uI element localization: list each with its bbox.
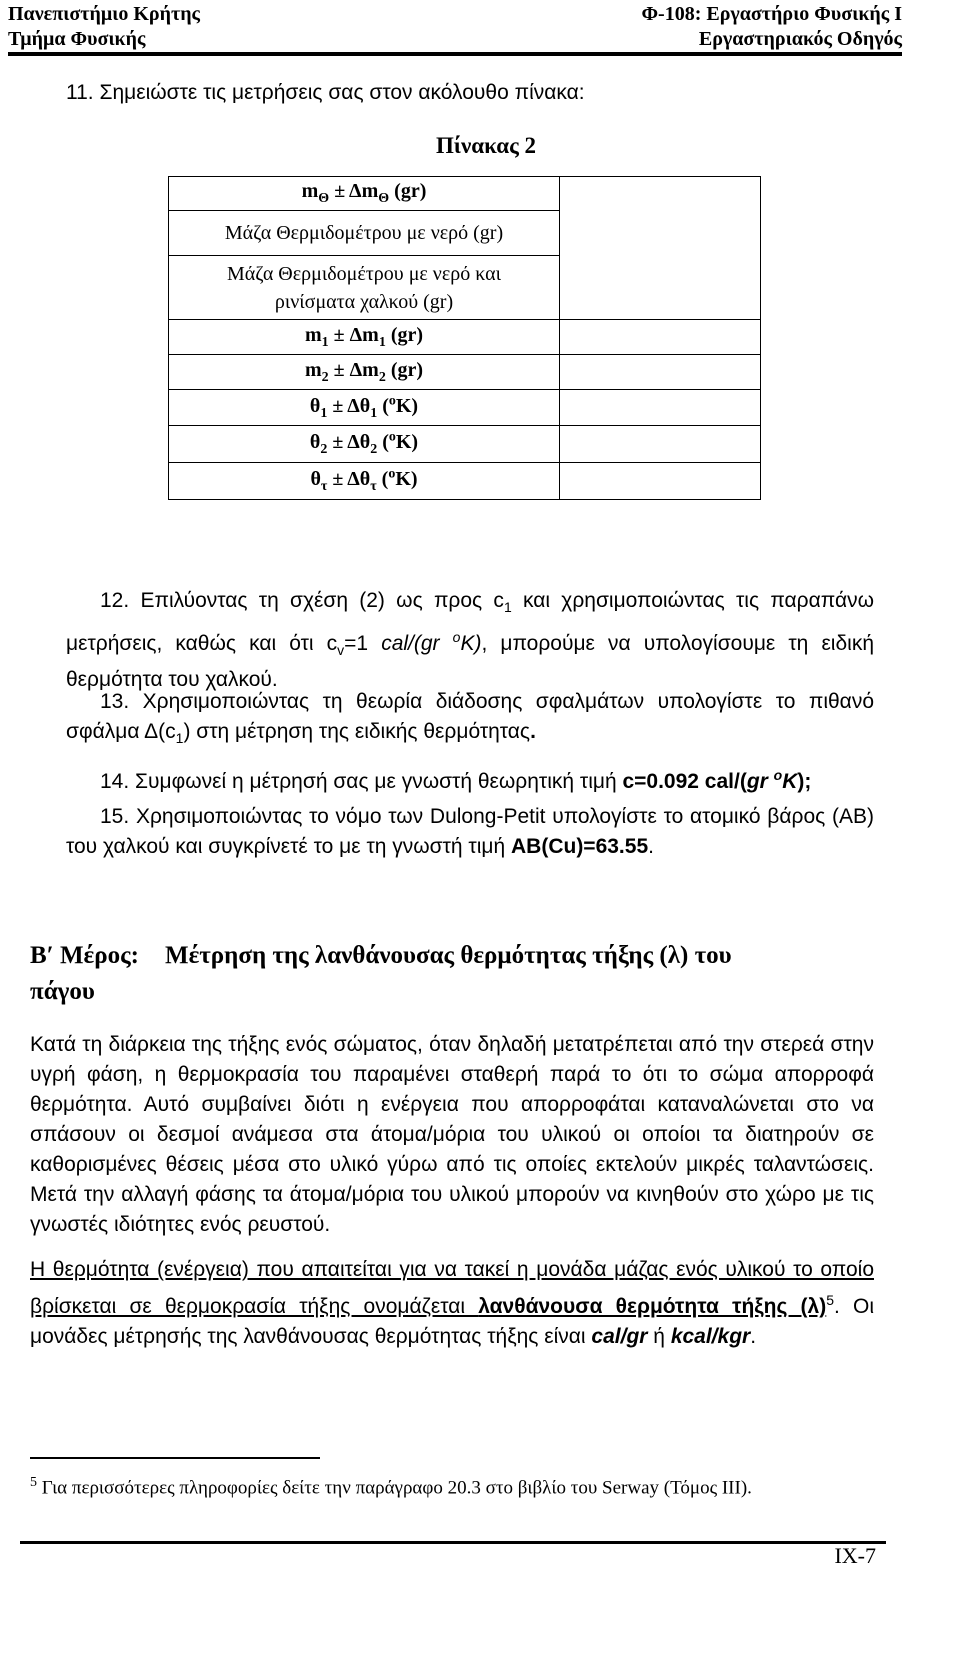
course-title: Φ-108: Εργαστήριο Φυσικής Ι — [641, 3, 902, 25]
footnote-text: Για περισσότερες πληροφορίες δείτε την παράγραφο 20.3 στο βιβλίο του Serway (Τόμος ΙΙΙ). — [37, 1477, 752, 1499]
item-15: 15. Χρησιμοποιώντας το νόμο των Dulong-Petit υπολογίστε το ατομικό βάρος (ΑΒ) του χαλκού και συγκρίνετέ το με τη γνωστή τιμή ΑΒ(Cu)=63.55. — [66, 805, 874, 858]
header-right — [641, 2, 902, 52]
footnote — [30, 1468, 752, 1503]
university-name: Πανεπιστήμιο Κρήτης — [8, 3, 200, 25]
table-cell-label: $\theta_\tau \pm \Delta\theta_\tau$ ($^o$K) — [169, 463, 560, 500]
table-cell-value[interactable] — [560, 355, 761, 390]
table-cell-value[interactable] — [560, 320, 761, 355]
section-label: Β′ Μέρος: — [30, 942, 139, 969]
paragraph-definition: Η θερμότητα (ενέργεια) που απαιτείται για να τακεί η μονάδα μάζας ενός υλικού το οποίο βρίσκεται σε θερμοκρασία τήξης ονομάζεται λανθάνουσα θερμότητα τήξης $(\lambda)^5$. Οι μονάδες μέτρησής της λανθάνουσας θερμότητας τήξης είναι cal/gr ή kcal/kgr. — [30, 1258, 875, 1348]
footer-rule — [20, 1541, 886, 1544]
table-cell-label: $\theta_1 \pm \Delta\theta_1$ ($^o$K) — [169, 390, 560, 426]
table-row — [169, 355, 761, 390]
footnote-rule — [30, 1457, 320, 1459]
item-13: 13. Χρησιμοποιώντας τη θεωρία διάδοσης σφαλμάτων υπολογίστε το πιθανό σφάλμα $\Delta(c_1)$ στη μέτρηση της ειδικής θερμότητας. — [66, 690, 874, 747]
table-row — [169, 320, 761, 355]
table-cell-value[interactable] — [560, 177, 761, 320]
table-cell-value[interactable] — [560, 463, 761, 500]
table-cell-value[interactable] — [560, 426, 761, 463]
header-left — [8, 2, 200, 52]
table-cell-label: Μάζα Θερμιδομέτρου με νερό και ρινίσματα χαλκού (gr) — [169, 256, 560, 320]
table-row — [169, 426, 761, 463]
paragraph-intro: Κατά τη διάρκεια της τήξης ενός σώματος, όταν δηλαδή μετατρέπεται από την στερεά στην υγρή φάση, η θερμοκρασία του παραμένει σταθερή παρά το ότι το σώμα απορροφά θερμότητα. Αυτό συμβαίνει διότι η ενέργεια που απορροφάται καταναλώνεται στο να σπάσουν οι δεσμοί ανάμεσα στα άτομα/μόρια του υλικού οι οποίοι τα διατηρούν σε καθορισμένες θέσεις μέσα στο υλικό γύρω από τις οποίες εκτελούν μικρές ταλαντώσεις. Μετά την αλλαγή φάσης τα άτομα/μόρια του υλικού μπορούν να κινηθούν στο χώρο με τις γνωστές ιδιότητες ενός ρευστού. — [30, 1033, 874, 1236]
table-row — [169, 463, 761, 500]
table-cell-label: $m_\Theta \pm \Delta m_\Theta$ (gr) — [169, 177, 560, 211]
table-cell-label: Μάζα Θερμιδομέτρου με νερό (gr) — [169, 211, 560, 256]
department-name: Τμήμα Φυσικής — [8, 28, 146, 50]
footnote-mark: 5 — [30, 1475, 37, 1490]
guide-title: Εργαστηριακός Οδηγός — [698, 28, 902, 50]
item-11: 11. Σημειώστε τις μετρήσεις σας στον ακόλουθο πίνακα: — [66, 81, 585, 104]
section-title: Μέτρηση της λανθάνουσας θερμότητας τήξης (λ) του — [164, 942, 732, 969]
table-cell-label: $m_1 \pm \Delta m_1$ (gr) — [169, 320, 560, 355]
table-row — [169, 390, 761, 426]
header-rule — [8, 52, 902, 56]
measurements-table — [168, 176, 761, 500]
table-cell-value[interactable] — [560, 390, 761, 426]
page-number: IX-7 — [834, 1543, 876, 1568]
table-cell-label: $\theta_2 \pm \Delta\theta_2$ ($^o$K) — [169, 426, 560, 463]
item-14: 14. Συμφωνεί η μέτρησή σας με γνωστή θεωρητική τιμή c=0.092 cal/(gr $^o$K); — [100, 767, 812, 793]
section-title-cont: πάγου — [30, 978, 95, 1005]
table-caption: Πίνακας 2 — [436, 133, 537, 158]
item-12: 12. Επιλύοντας τη σχέση (2) ως προς $c_1$ και χρησιμοποιώντας τις παραπάνω μετρήσεις, καθώς και ότι $c_v=1$ cal/(gr $^o$K), μπορούμε να υπολογίσουμε τη ειδική θερμότητα του χαλκού. — [66, 589, 875, 692]
table-row — [169, 177, 761, 211]
section-heading — [30, 938, 890, 1010]
table-cell-label: $m_2 \pm \Delta m_2$ (gr) — [169, 355, 560, 390]
